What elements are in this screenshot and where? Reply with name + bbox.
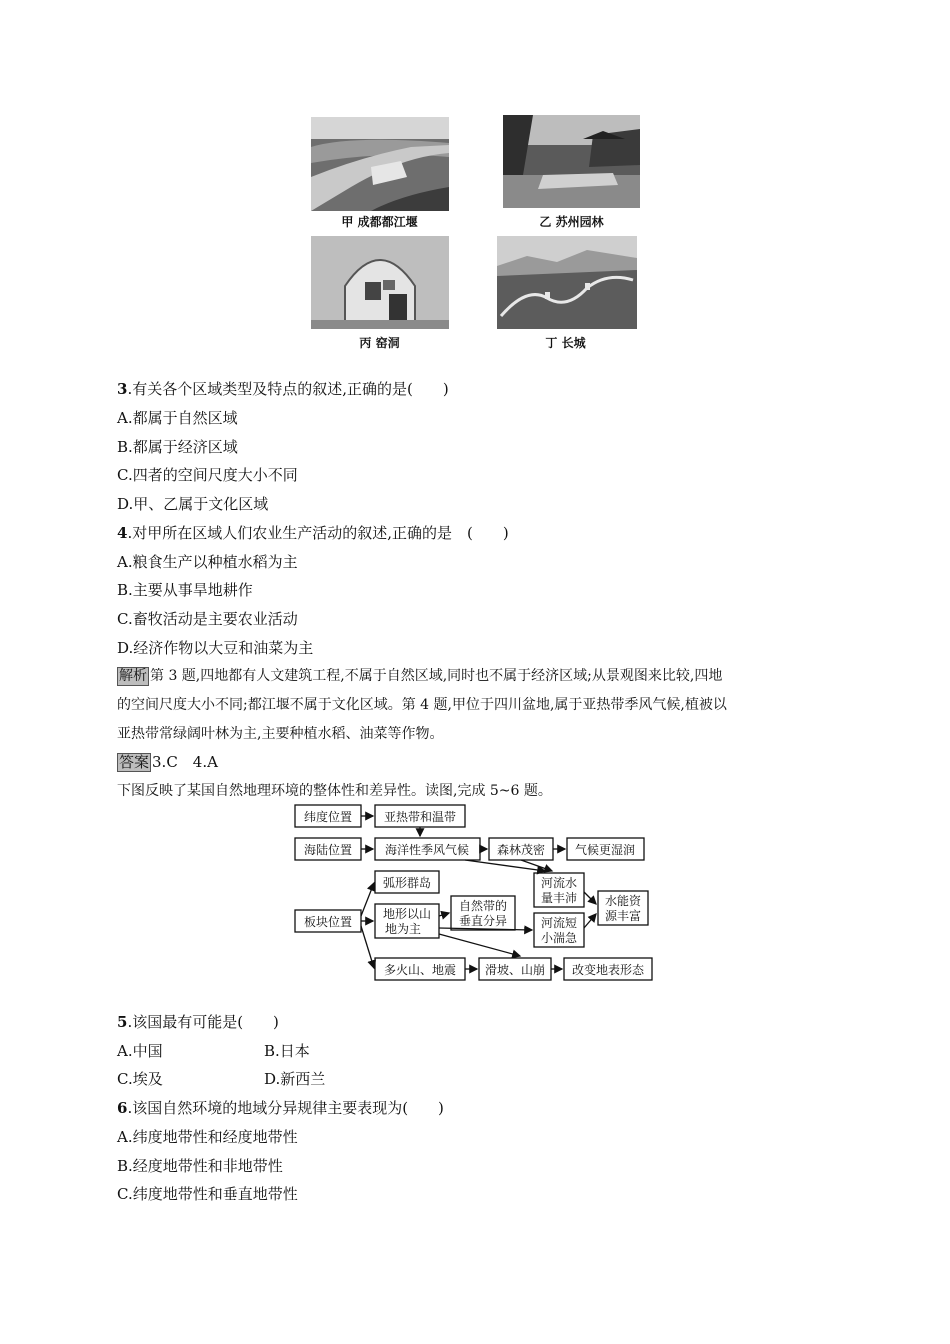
photo-caption-yi: 乙 苏州园林 [539, 215, 604, 229]
photo-caption-ding: 丁 长城 [545, 336, 586, 350]
label-river-volume-1: 河流水 [540, 876, 578, 890]
answer-line [117, 752, 218, 772]
photo-great-wall [497, 236, 637, 329]
question-3-option-d[interactable]: D.甲、乙属于文化区域 [117, 495, 269, 513]
question-6-option-b[interactable]: B.经度地带性和非地带性 [117, 1157, 283, 1175]
label-river-short-2: 小湍急 [540, 931, 578, 945]
label-change-surface: 改变地表形态 [571, 963, 645, 977]
label-island-arc: 弧形群岛 [382, 876, 432, 890]
analysis-line-2: 的空间尺度大小不同;都江堰不属于文化区域。第 4 题,甲位于四川盆地,属于亚热带季风气候,植被以 [117, 697, 727, 713]
label-vertical-2: 垂直分异 [458, 914, 508, 928]
question-3-option-b[interactable]: B.都属于经济区域 [117, 438, 238, 456]
cave-dwelling-photo-icon [311, 236, 449, 329]
label-river-short-1: 河流短 [540, 916, 578, 930]
question-5-number: 5 [117, 1013, 128, 1031]
intro-questions-5-6: 下图反映了某国自然地理环境的整体性和差异性。读图,完成 5~6 题。 [117, 783, 552, 799]
label-subtropic: 亚热带和温带 [383, 810, 457, 824]
photo-caption-bing: 丙 窑洞 [359, 336, 400, 350]
photo-dujiangyan [311, 117, 449, 211]
analysis-line-1: 解析 第 3 题,四地都有人文建筑工程,不属于自然区域,同时也不属于经济区域;从景观图来比较,四地 [119, 668, 723, 684]
question-4-option-b[interactable]: B.主要从事旱地耕作 [117, 581, 253, 599]
analysis-block [117, 662, 839, 749]
question-6-option-a[interactable]: A.纬度地带性和经度地带性 [117, 1128, 298, 1146]
analysis-line-3: 亚热带常绿阔叶林为主,主要种植水稻、油菜等作物。 [117, 726, 444, 742]
label-maritime-monsoon: 海洋性季风气候 [384, 843, 470, 857]
answer-text: 3.C 4.A [152, 753, 218, 771]
label-mountainous-1: 地形以山 [382, 907, 432, 921]
label-latitude: 纬度位置 [303, 810, 353, 824]
question-3-stem: 3.有关各个区域类型及特点的叙述,正确的是( ) [117, 380, 449, 398]
photo-caption-jia: 甲 成都都江堰 [341, 215, 418, 229]
question-3-option-a[interactable]: A.都属于自然区域 [117, 409, 238, 427]
analysis-label: 解析 [119, 668, 147, 684]
question-4-option-a[interactable]: A.粮食生产以种植水稻为主 [117, 553, 298, 571]
label-vertical-1: 自然带的 [458, 899, 508, 913]
question-6-option-c[interactable]: C.纬度地带性和垂直地带性 [117, 1185, 298, 1203]
question-3-option-c[interactable]: C.四者的空间尺度大小不同 [117, 466, 298, 484]
geography-flow-diagram [290, 800, 660, 985]
question-4-option-c[interactable]: C.畜牧活动是主要农业活动 [117, 610, 298, 628]
question-5-option-c[interactable]: C.埃及 [117, 1070, 163, 1088]
garden-photo-icon [503, 115, 640, 208]
label-plate: 板块位置 [303, 915, 353, 929]
question-3-number: 3 [117, 380, 128, 398]
label-forest: 森林茂密 [496, 843, 546, 857]
label-river-volume-2: 量丰沛 [540, 891, 578, 905]
answer-label: 答案 [119, 753, 150, 771]
label-hydro-1: 水能资 [604, 894, 642, 908]
question-4-stem: 4.对甲所在区域人们农业生产活动的叙述,正确的是 ( ) [117, 524, 509, 542]
great-wall-photo-icon [497, 236, 637, 329]
photo-suzhou-garden [503, 115, 640, 208]
label-hydro-2: 源丰富 [604, 909, 642, 923]
label-mountainous-2: 地为主 [384, 922, 422, 936]
question-4-number: 4 [117, 524, 128, 542]
photo-cave-dwelling [311, 236, 449, 329]
river-dam-photo-icon [311, 117, 449, 211]
label-land-sea: 海陆位置 [303, 843, 353, 857]
question-6-stem: 6.该国自然环境的地域分异规律主要表现为( ) [117, 1099, 444, 1117]
question-5-option-b[interactable]: B.日本 [264, 1042, 310, 1060]
question-5-stem: 5.该国最有可能是( ) [117, 1013, 279, 1031]
label-landslide: 滑坡、山崩 [484, 963, 546, 977]
question-5-option-d[interactable]: D.新西兰 [264, 1070, 326, 1088]
question-6-number: 6 [117, 1099, 128, 1117]
label-humid: 气候更湿润 [574, 843, 636, 857]
label-volcano: 多火山、地震 [383, 963, 457, 977]
question-4-option-d[interactable]: D.经济作物以大豆和油菜为主 [117, 639, 314, 657]
question-5-option-a[interactable]: A.中国 [117, 1042, 163, 1060]
